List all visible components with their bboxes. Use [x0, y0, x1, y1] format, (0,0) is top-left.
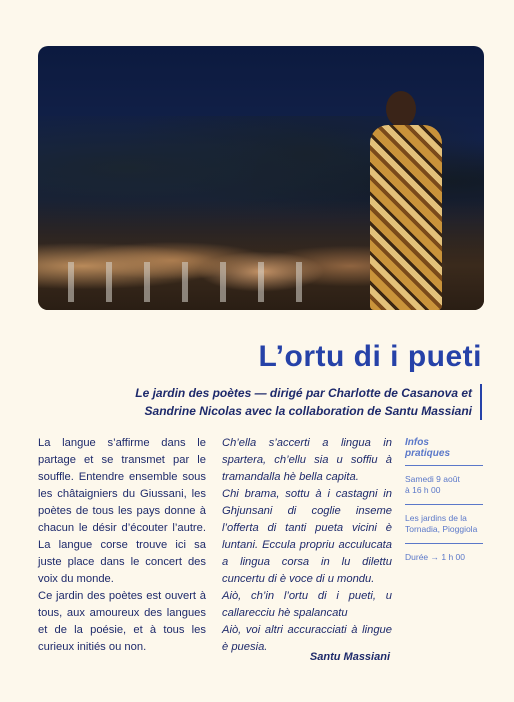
infos-place [405, 505, 483, 544]
french-paragraph: Ce jardin des poètes est ouvert à tous, aux amoureux des langues et de la poésie, et à tous les curieux initiés ou non. [38, 590, 206, 653]
infos-place-line-2: Tornadia, Pioggiola [405, 524, 478, 534]
infos-duration: Durée → 1 h 00 [405, 552, 466, 562]
infos-date-line-1: Samedi 9 août [405, 474, 460, 484]
photo-chairs [68, 262, 308, 302]
speaker-dress [370, 125, 442, 310]
french-paragraph: La langue s’affirme dans le partage et se transmet par le souffle. Entendre ensemble sous les châtaigniers du Giussani, les poètes de tous les pays donne à chacun le désir d’écouter l’autre. La langue corse trouve ici sa juste place dans le concert des voix du monde. [38, 437, 206, 585]
infos-heading-line-1: Infos [405, 437, 429, 448]
page-title: L’ortu di i pueti [258, 340, 482, 373]
signature: Santu Massiani [309, 651, 390, 663]
corsican-paragraph: Aiò, voi altri accuracciati à lingue è puesia. [222, 624, 392, 653]
event-photo [38, 46, 484, 310]
corsican-paragraph: Chi brama, sottu à i castagni in Ghjunsani di coglie inseme l’offerta di tanti pueta vicini è luntani. Eccula propriu acculucata a lingua corsa in lu dilettu cuncertu di è voce di u mondu. [222, 488, 392, 585]
infos-heading [405, 437, 483, 466]
corsican-paragraph: Ch’ella s’accerti a lingua in spartera, ch’ellu sia u soffiu à tramandalla hè bella capita. [222, 437, 392, 483]
speaker-head [386, 91, 416, 127]
subtitle-line-1: Le jardin des poètes — dirigé par Charlotte de Casanova et [135, 386, 472, 400]
corsican-column [222, 435, 392, 656]
subtitle [32, 384, 482, 420]
infos-heading-line-2: pratiques [405, 448, 451, 459]
infos-panel [405, 437, 483, 571]
infos-date-line-2: à 16 h 00 [405, 485, 441, 495]
infos-place-line-1: Les jardins de la [405, 513, 467, 523]
french-column [38, 435, 206, 656]
photo-speaker [368, 91, 448, 310]
infos-date [405, 466, 483, 505]
subtitle-line-2: Sandrine Nicolas avec la collaboration de Santu Massiani [144, 404, 472, 418]
corsican-paragraph: Aiò, ch’in l’ortu di i pueti, u callarecciu hè spalancatu [222, 590, 392, 619]
